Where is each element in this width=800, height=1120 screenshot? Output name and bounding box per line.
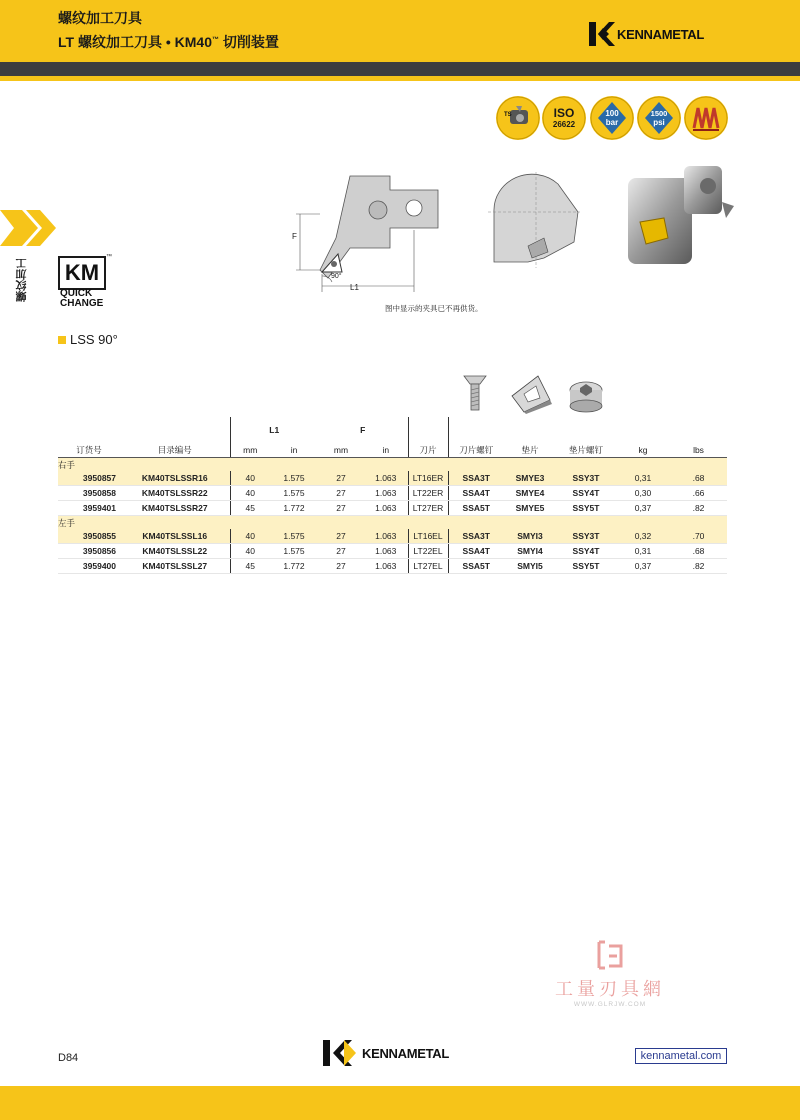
product-table: [58, 417, 727, 574]
table-cell: LT27ER: [408, 501, 448, 516]
table-row: [58, 501, 727, 516]
table-cell: SMYE4: [504, 486, 556, 501]
table-cell: 1.772: [270, 501, 318, 516]
pressure-unit: psi: [653, 118, 665, 127]
table-cell: .82: [670, 559, 727, 574]
table-cell: 0,31: [616, 544, 670, 559]
col-order-number: 订货号: [58, 443, 120, 458]
table-cell: .68: [670, 471, 727, 486]
iso-badge: [542, 96, 586, 140]
table-row: [58, 471, 727, 486]
tool-holder-photo: [624, 162, 736, 272]
hand-group-label: 左手: [58, 516, 727, 530]
km-trademark: ™: [106, 254, 112, 260]
table-cell: 27: [318, 559, 364, 574]
table-cell: LT16EL: [408, 529, 448, 544]
table-cell: 3959401: [58, 501, 120, 516]
trademark-mark: ™: [211, 36, 219, 44]
table-header-row: [58, 443, 727, 458]
table-cell: KM40TSLSSL22: [120, 544, 230, 559]
table-cell: 27: [318, 501, 364, 516]
table-cell: 1.772: [270, 559, 318, 574]
table-cell: 0,37: [616, 559, 670, 574]
table-row: [58, 544, 727, 559]
table-cell: 0,37: [616, 501, 670, 516]
col-kg: kg: [616, 443, 670, 458]
quick-text: QUICK: [60, 288, 93, 299]
table-cell: SSA4T: [448, 486, 504, 501]
table-cell: SSY3T: [556, 529, 616, 544]
kennametal-logo: [589, 22, 704, 46]
table-cell: .70: [670, 529, 727, 544]
pressure-1500psi-badge: [637, 96, 681, 140]
subtitle-text: LT 螺纹加工刀具 • KM40: [58, 34, 212, 50]
pressure-value: 1500: [650, 109, 668, 118]
table-cell: SMYI3: [504, 529, 556, 544]
iso-label: ISO: [553, 106, 575, 120]
footer-bar: [0, 1086, 800, 1120]
section-title: LSS 90°: [70, 332, 118, 347]
table-cell: SSA5T: [448, 559, 504, 574]
table-cell: LT22EL: [408, 544, 448, 559]
table-cell: SMYE5: [504, 501, 556, 516]
table-cell: 3959400: [58, 559, 120, 574]
table-cell: KM40TSLSSR16: [120, 471, 230, 486]
table-cell: KM40TSLSSL27: [120, 559, 230, 574]
table-cell: 1.063: [364, 559, 408, 574]
table-cell: 1.063: [364, 471, 408, 486]
table-cell: 40: [230, 544, 270, 559]
page-subtitle: [58, 32, 279, 52]
col-f-mm: mm: [318, 443, 364, 458]
dimension-f-label: F: [292, 232, 297, 241]
table-row: [58, 529, 727, 544]
shim-screw-icon: [566, 378, 606, 414]
insert-screw-icon: [462, 372, 488, 412]
table-cell: 27: [318, 529, 364, 544]
table-cell: LT22ER: [408, 486, 448, 501]
col-lbs: lbs: [670, 443, 727, 458]
tool-holder-side-view: [488, 172, 580, 268]
table-cell: SSY4T: [556, 486, 616, 501]
col-shim: 垫片: [504, 443, 556, 458]
watermark-title: 工量刃具網: [555, 979, 665, 1000]
table-cell: 1.063: [364, 486, 408, 501]
chapter-chevron-icon: [0, 210, 56, 246]
table-cell: 1.063: [364, 544, 408, 559]
page-number: D84: [58, 1052, 79, 1064]
table-cell: SMYI5: [504, 559, 556, 574]
subtitle-text-2: 切削装置: [218, 34, 279, 50]
angle-label: 90°: [331, 273, 342, 280]
brand-name: KENNAMETAL: [362, 1045, 450, 1061]
table-cell: 1.575: [270, 471, 318, 486]
table-row: [58, 486, 727, 501]
table-cell: 0,31: [616, 471, 670, 486]
table-cell: LT16ER: [408, 471, 448, 486]
chapter-label: 螺纹加工: [16, 258, 28, 302]
table-cell: SSY4T: [556, 544, 616, 559]
table-cell: .68: [670, 544, 727, 559]
table-cell: 1.575: [270, 529, 318, 544]
table-group-header-row: [58, 417, 727, 443]
table-body: [58, 458, 727, 574]
table-cell: 3950856: [58, 544, 120, 559]
iso-number: 26622: [552, 120, 576, 129]
page-title: 螺纹加工刀具: [58, 10, 142, 26]
figure-caption: 图中显示的夹具已不再供货。: [385, 304, 483, 313]
table-cell: SMYE3: [504, 471, 556, 486]
table-cell: 40: [230, 486, 270, 501]
tool-holder-drawing: [290, 168, 450, 298]
table-cell: 1.575: [270, 544, 318, 559]
table-group-row: [58, 458, 727, 472]
table-cell: SSA5T: [448, 501, 504, 516]
header-dark-band: [0, 62, 800, 76]
table-cell: 3950857: [58, 471, 120, 486]
table-cell: 1.063: [364, 529, 408, 544]
col-shim-screw: 垫片螺钉: [556, 443, 616, 458]
pressure-unit: bar: [605, 118, 619, 127]
table-group-row: [58, 516, 727, 530]
table-cell: 40: [230, 529, 270, 544]
table-cell: 0,32: [616, 529, 670, 544]
col-l1-mm: mm: [230, 443, 270, 458]
table-cell: SSA3T: [448, 529, 504, 544]
km-text: KM: [64, 260, 100, 285]
col-insert-screw: 刀片螺钉: [448, 443, 504, 458]
table-cell: 1.575: [270, 486, 318, 501]
table-cell: 45: [230, 501, 270, 516]
section-bullet: [58, 336, 66, 344]
table-cell: KM40TSLSSR22: [120, 486, 230, 501]
header-yellow-stripe: [0, 76, 800, 81]
table-cell: 27: [318, 486, 364, 501]
table-cell: LT27EL: [408, 559, 448, 574]
hand-group-label: 右手: [58, 458, 727, 472]
shim-icon: [508, 374, 554, 414]
table-cell: SSA4T: [448, 544, 504, 559]
brand-name: KENNAMETAL: [617, 26, 705, 42]
table-cell: KM40TSLSSR27: [120, 501, 230, 516]
table-row: [58, 559, 727, 574]
table-cell: 3950855: [58, 529, 120, 544]
watermark: [540, 940, 680, 1008]
table-cell: SSY5T: [556, 559, 616, 574]
col-f-in: in: [364, 443, 408, 458]
thread-profile-icon: [684, 96, 728, 140]
table-cell: 0,30: [616, 486, 670, 501]
table-cell: .82: [670, 501, 727, 516]
ts-tool-icon: [496, 96, 540, 140]
website-link[interactable]: kennametal.com: [635, 1048, 727, 1064]
ts-label: TS: [504, 112, 512, 118]
table-cell: KM40TSLSSL16: [120, 529, 230, 544]
table-cell: SSY5T: [556, 501, 616, 516]
pressure-100bar-badge: [590, 96, 634, 140]
col-insert: 刀片: [408, 443, 448, 458]
table-cell: .66: [670, 486, 727, 501]
pressure-value: 100: [605, 109, 619, 118]
f-group-header: F: [360, 425, 366, 435]
km-logo: [58, 256, 106, 290]
table-cell: SSY3T: [556, 471, 616, 486]
table-cell: 1.063: [364, 501, 408, 516]
thread-badge: [684, 96, 728, 140]
table-cell: 27: [318, 544, 364, 559]
watermark-url: WWW.GLRJW.COM: [573, 1001, 647, 1008]
footer-kennametal-logo: [323, 1040, 449, 1066]
kennametal-k-icon: [589, 22, 615, 46]
table-cell: 27: [318, 471, 364, 486]
table-cell: SSA3T: [448, 471, 504, 486]
l1-group-header: L1: [230, 417, 318, 443]
change-text: CHANGE: [60, 298, 104, 309]
ts-badge: [496, 96, 540, 140]
table-cell: 45: [230, 559, 270, 574]
table-cell: SMYI4: [504, 544, 556, 559]
quick-change-label: [60, 289, 103, 309]
dimension-l1-label: L1: [350, 283, 359, 292]
col-catalog-number: 目录编号: [120, 443, 230, 458]
kennametal-k-icon: [323, 1040, 359, 1066]
watermark-logo-icon: [595, 940, 625, 970]
table-cell: 3950858: [58, 486, 120, 501]
table-cell: 40: [230, 471, 270, 486]
col-l1-in: in: [270, 443, 318, 458]
